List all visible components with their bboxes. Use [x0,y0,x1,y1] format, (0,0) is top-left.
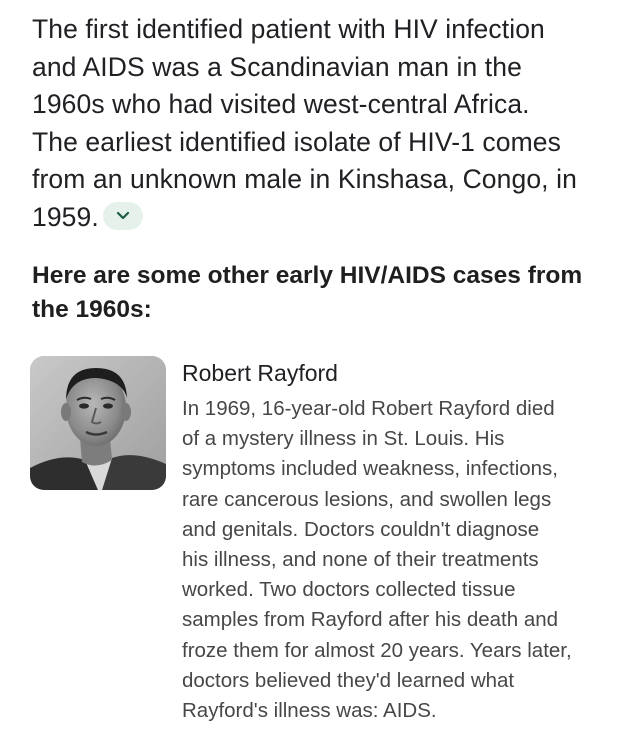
intro-line: The earliest identified isolate of HIV-1 comes [32,126,561,157]
case-description-line: of a mystery illness in St. Louis. His [182,427,505,451]
case-description-line: froze them for almost 20 years. Years later, [182,638,572,662]
intro-line-last [32,199,612,237]
expand-sources-button[interactable] [103,202,143,230]
intro-line: 1960s who had visited west-central Africa. [32,89,530,119]
case-description-line: samples from Rayford after his death and [182,608,559,632]
intro-line: and AIDS was a Scandinavian man in the [32,51,522,82]
case-description-line: worked. Two doctors collected tissue [182,578,516,602]
case-description-line: Rayford's illness was: AIDS. [182,699,437,723]
section-heading-line: Here are some other early HIV/AIDS cases from [32,262,583,289]
intro-line-text: 1959. [32,201,99,232]
section-heading-line: the 1960s: [32,296,152,323]
section-heading [32,259,612,327]
case-description-line: In 1969, 16-year-old Robert Rayford died [182,397,555,420]
case-description-line: symptoms included weakness, infections, [182,457,559,481]
case-description-line: rare cancerous lesions, and swollen legs [182,487,552,511]
case-card-robert-rayford[interactable] [30,356,620,746]
case-title[interactable]: Robert Rayford [182,360,338,386]
case-description-line: doctors believed they'd learned what [182,668,515,692]
case-description-line: his illness, and none of their treatments [182,548,539,572]
intro-line: The first identified patient with HIV infection [32,14,545,44]
case-description-line: and genitals. Doctors couldn't diagnose [182,517,540,541]
case-description [182,394,612,726]
intro-line: from an unknown male in Kinshasa, Congo, in [32,164,577,194]
portrait-photo[interactable] [30,356,166,490]
portrait-image [30,356,166,490]
chevron-down-icon [116,210,130,222]
intro-paragraph [32,11,612,236]
